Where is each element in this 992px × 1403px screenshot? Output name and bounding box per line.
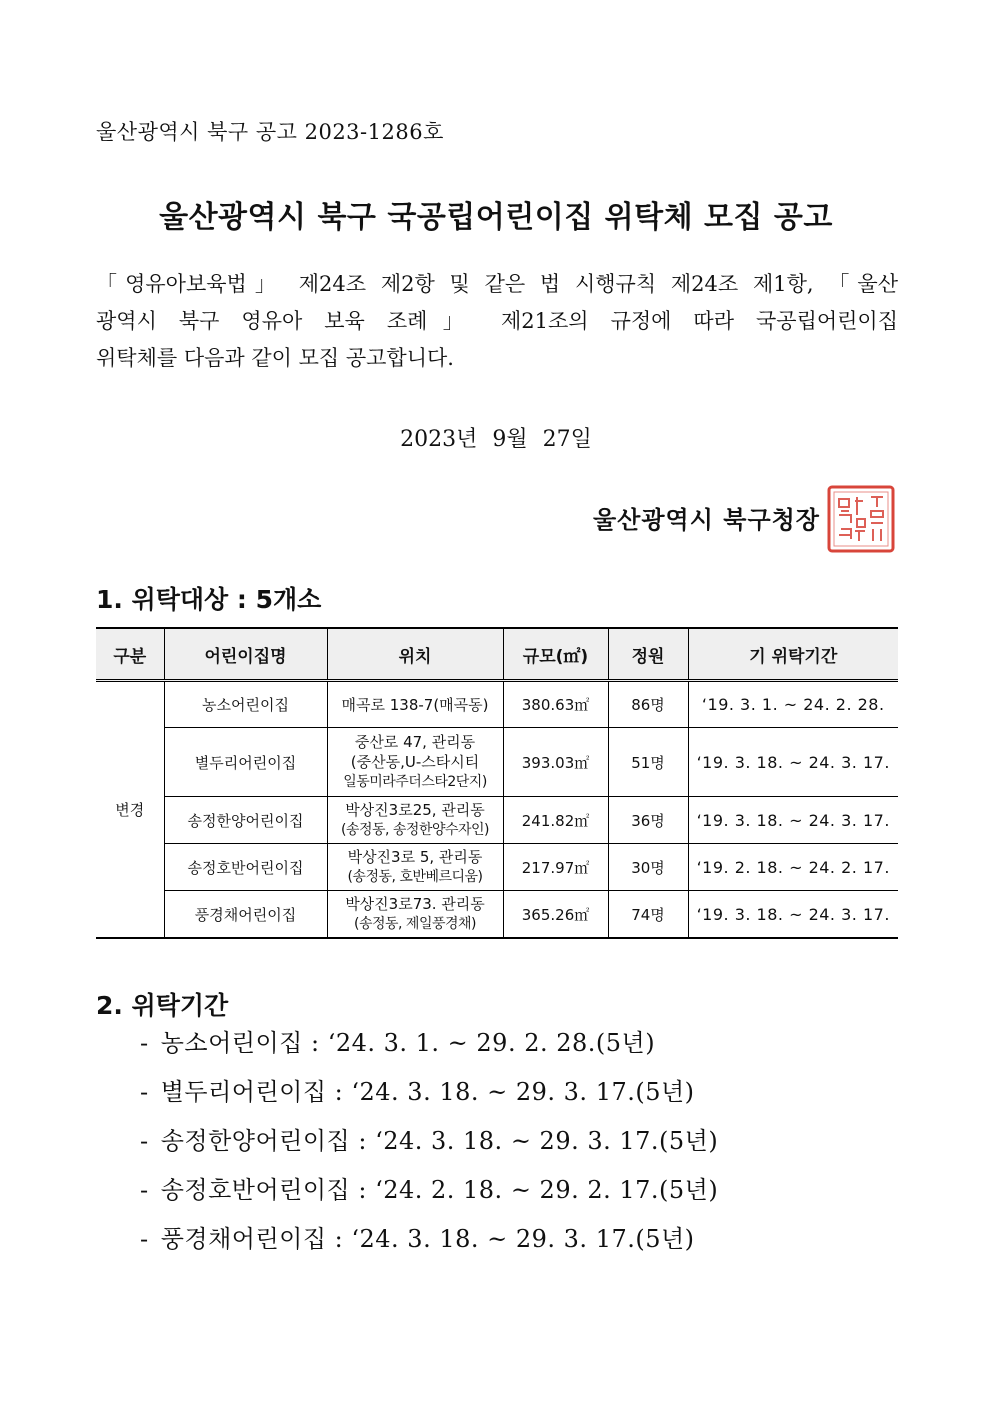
issuer-name: 울산광역시 북구청장 [592, 505, 820, 534]
list-item: - 송정호반어린이집 : ‘24. 2. 18. ~ 29. 2. 17.(5년) [140, 1171, 718, 1220]
notice-number: 울산광역시 북구 공고 2023-1286호 [96, 120, 444, 144]
location-line: 박상진3로 5, 관리동 [347, 848, 483, 866]
contract-period-list [140, 1024, 718, 1269]
table-row [96, 728, 898, 797]
size-cell: 241.82㎡ [503, 797, 608, 844]
location-cell [327, 891, 503, 939]
intro-line-3: 위탁체를 다음과 같이 모집 공고합니다. [96, 346, 454, 370]
list-item: - 별두리어린이집 : ‘24. 3. 18. ~ 29. 3. 17.(5년) [140, 1073, 718, 1122]
period-cell: ‘19. 3. 18. ~ 24. 3. 17. [688, 728, 898, 797]
location-cell [327, 844, 503, 891]
intro-line-1: 「영유아보육법」 제24조 제2항 및 같은 법 시행규칙 제24조 제1항, 「울산 [96, 272, 898, 296]
header-period: 기 위탁기간 [688, 628, 898, 681]
table-row [96, 797, 898, 844]
name-cell: 송정한양어린이집 [164, 797, 327, 844]
size-cell: 393.03㎡ [503, 728, 608, 797]
capacity-cell: 51명 [608, 728, 688, 797]
location-line: 박상진3로25, 관리동 [345, 801, 485, 819]
header-location: 위치 [327, 628, 503, 681]
size-cell: 380.63㎡ [503, 681, 608, 728]
header-size: 규모(㎡) [503, 628, 608, 681]
name-cell: 별두리어린이집 [164, 728, 327, 797]
period-cell: ‘19. 3. 18. ~ 24. 3. 17. [688, 891, 898, 939]
header-category: 구분 [96, 628, 164, 681]
location-line: 중산로 47, 관리동 [354, 733, 476, 751]
capacity-cell: 30명 [608, 844, 688, 891]
category-cell: 변경 [96, 681, 164, 939]
period-cell: ‘19. 2. 18. ~ 24. 2. 17. [688, 844, 898, 891]
location-cell [327, 728, 503, 797]
table-row [96, 681, 898, 728]
table-header-row [96, 628, 898, 681]
capacity-cell: 36명 [608, 797, 688, 844]
period-cell: ‘19. 3. 1. ~ 24. 2. 28. [688, 681, 898, 728]
list-item: - 농소어린이집 : ‘24. 3. 1. ~ 29. 2. 28.(5년) [140, 1024, 718, 1073]
location-line: (송정동, 호반베르디움) [347, 869, 483, 885]
section2-title: 2. 위탁기간 [96, 991, 229, 1020]
capacity-cell: 74명 [608, 891, 688, 939]
list-item: - 풍경채어린이집 : ‘24. 3. 18. ~ 29. 3. 17.(5년) [140, 1220, 718, 1269]
size-cell: 365.26㎡ [503, 891, 608, 939]
intro-paragraph [96, 266, 898, 377]
name-cell: 풍경채어린이집 [164, 891, 327, 939]
intro-line-2: 광역시 북구 영유아 보육 조례」 제21조의 규정에 따라 국공립어린이집 [96, 309, 898, 333]
name-cell: 송정호반어린이집 [164, 844, 327, 891]
location-line: 박상진3로73. 관리동 [345, 895, 485, 913]
location-line: (송정동, 제일풍경채) [353, 916, 477, 932]
location-line: (중산동,U-스타시티 [350, 753, 480, 771]
name-cell: 농소어린이집 [164, 681, 327, 728]
table-row [96, 891, 898, 939]
table-row [96, 844, 898, 891]
period-cell: ‘19. 3. 18. ~ 24. 3. 17. [688, 797, 898, 844]
capacity-cell: 86명 [608, 681, 688, 728]
header-name: 어린이집명 [164, 628, 327, 681]
list-item: - 송정한양어린이집 : ‘24. 3. 18. ~ 29. 3. 17.(5년) [140, 1122, 718, 1171]
size-cell: 217.97㎡ [503, 844, 608, 891]
header-capacity: 정원 [608, 628, 688, 681]
document-title: 울산광역시 북구 국공립어린이집 위탁체 모집 공고 [159, 200, 833, 235]
location-cell [327, 797, 503, 844]
section1-title: 1. 위탁대상 : 5개소 [96, 585, 322, 614]
target-facilities-table [96, 627, 898, 939]
location-line: (송정동, 송정한양수자인) [340, 822, 490, 838]
official-seal-icon [827, 485, 895, 553]
notice-date: 2023년 9월 27일 [400, 427, 592, 452]
location-line: 일동미라주더스타2단지) [343, 774, 487, 790]
location-cell: 매곡로 138-7(매곡동) [327, 681, 503, 728]
